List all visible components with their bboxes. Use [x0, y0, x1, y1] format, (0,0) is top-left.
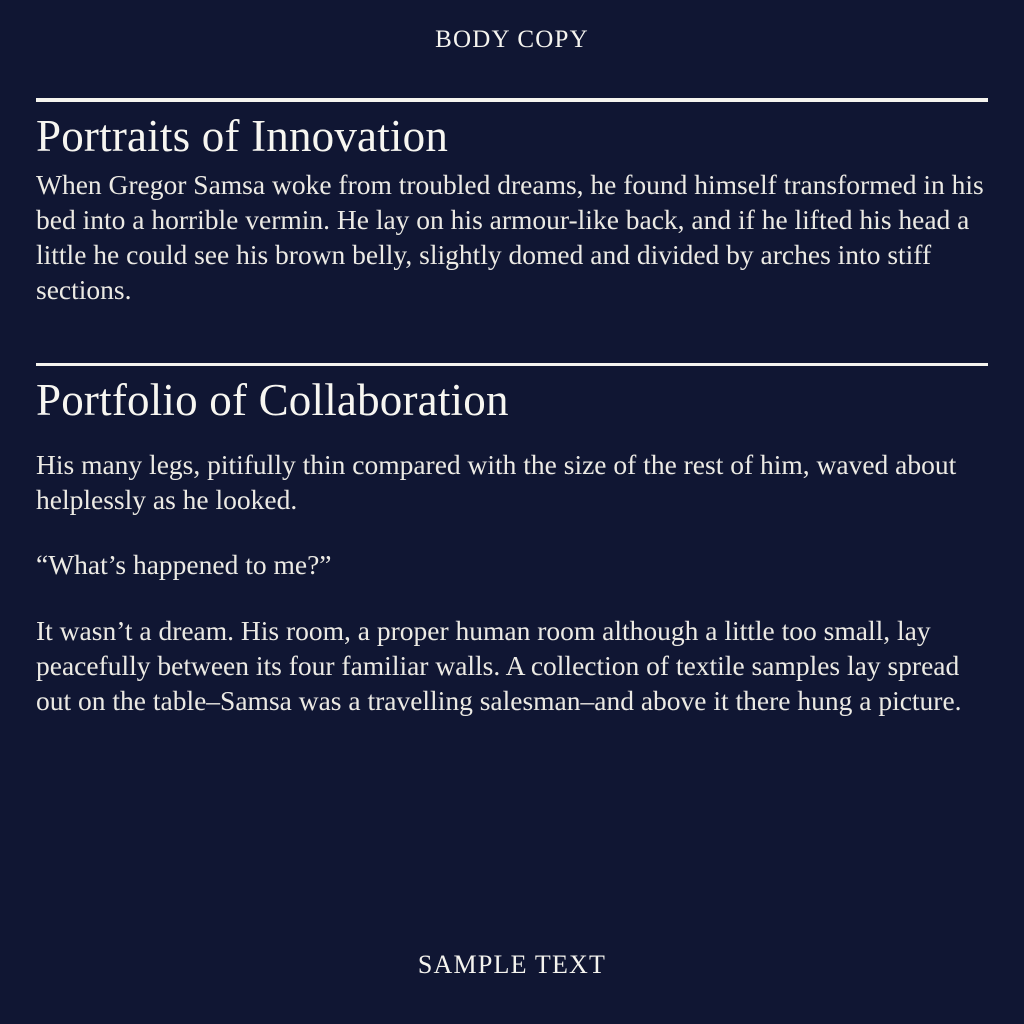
section-paragraph: His many legs, pitifully thin compared with the size of the rest of him, waved about helplessly as he looked. — [36, 448, 957, 516]
section-title: Portraits of Innovation — [36, 111, 449, 161]
section-divider-middle — [36, 363, 988, 366]
section-paragraph: It wasn’t a dream. His room, a proper human room although a little too small, lay peacefully between its four familiar walls. A collection of textile samples lay spread out on the table–Samsa was a travelling salesman–and above it there hung a picture. — [36, 614, 962, 716]
section-divider-top — [36, 98, 988, 102]
section-paragraph: “What’s happened to me?” — [36, 549, 332, 581]
header-label: BODY COPY — [435, 26, 589, 53]
footer-label: SAMPLE TEXT — [417, 950, 607, 979]
section-title: Portfolio of Collaboration — [36, 375, 509, 426]
section-portfolio-of-collaboration — [36, 363, 988, 718]
section-portraits-of-innovation — [36, 98, 988, 307]
document-body — [36, 54, 988, 950]
section-paragraph: When Gregor Samsa woke from troubled dreams, he found himself transformed in his bed into a horrible vermin. He lay on his armour-like back, and if he lifted his head a little he could see his brown belly, slightly domed and divided by arches into stiff sections. — [36, 168, 984, 306]
